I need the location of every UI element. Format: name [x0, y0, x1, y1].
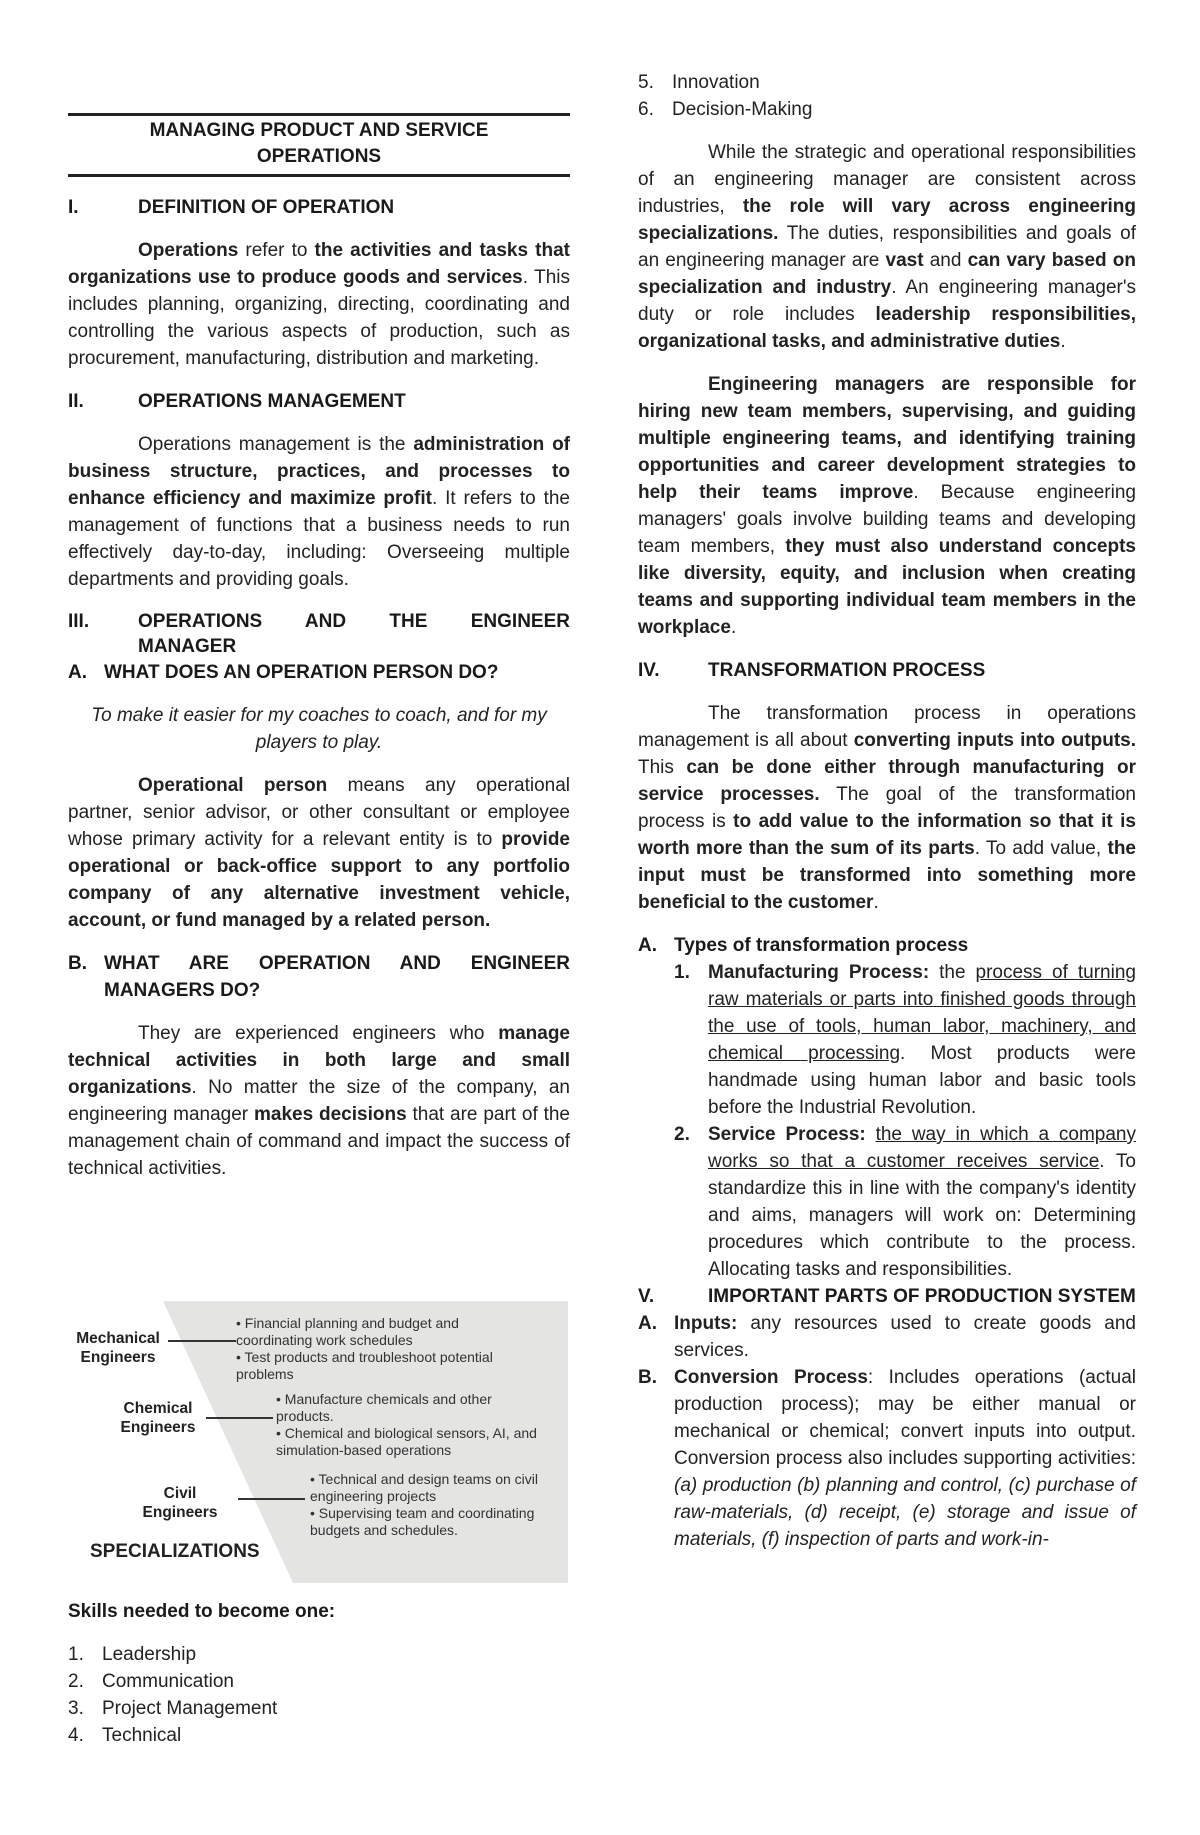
title-line-1: MANAGING PRODUCT AND SERVICE [149, 120, 489, 141]
section-title: IMPORTANT PARTS OF PRODUCTION SYSTEM [708, 1286, 1136, 1307]
bold-text: provide operational or back-office support to any portfolio company of any alternative investment vehicle, account, or fund managed by a related person. [68, 829, 570, 931]
section-1-heading [68, 194, 570, 221]
list-number: 6. [638, 99, 654, 120]
list-text: Leadership [102, 1644, 197, 1665]
list-text: Project Management [102, 1698, 278, 1719]
label-line: Engineers [80, 1349, 156, 1366]
bold-text: Inputs: [674, 1313, 738, 1334]
text: They are experienced engineers who [138, 1023, 499, 1044]
section-1-paragraph [68, 237, 570, 372]
bold-text: Conversion Process [674, 1367, 868, 1388]
civil-bullets [310, 1471, 538, 1539]
text: . [1060, 331, 1066, 352]
list-number: 2. [674, 1124, 690, 1145]
chemical-engineers-label [108, 1399, 208, 1437]
label-line: Civil [163, 1485, 197, 1502]
text: This [638, 757, 687, 778]
bullet-item: • Test products and troubleshoot potential problems [236, 1349, 493, 1382]
section-3a-heading [68, 659, 570, 686]
label-line: Engineers [142, 1504, 218, 1521]
subsection-title: WHAT ARE OPERATION AND ENGINEER MANAGERS DO? [104, 953, 570, 1001]
list-number: 4. [68, 1725, 84, 1746]
skills-block [68, 1598, 570, 1749]
text: the [929, 962, 976, 983]
section-number: III. [68, 611, 90, 632]
title-bottom-rule [68, 174, 570, 177]
mechanical-engineers-label [68, 1329, 168, 1367]
section-5-heading [638, 1283, 1136, 1310]
list-item [68, 1668, 570, 1695]
subsection-title: Types of transformation process [674, 935, 969, 956]
text: . To standardize this in line with the company's identity and aims, managers will work on: Determining procedures which contribute to the process. Allocating tasks and responsibilities. [708, 1151, 1136, 1280]
inputs-item [638, 1310, 1136, 1364]
section-number: V. [638, 1286, 655, 1307]
section-title: DEFINITION OF OPERATION [138, 197, 395, 218]
section-4a-heading [638, 932, 1136, 959]
bold-text: the activities and tasks that organizations use to produce goods and services [68, 240, 570, 288]
transformation-types-list [638, 959, 1136, 1283]
list-item [68, 1722, 570, 1749]
list-item [68, 1641, 570, 1668]
responsibilities-paragraph [638, 371, 1136, 641]
section-title: TRANSFORMATION PROCESS [708, 660, 986, 681]
civil-engineers-label [130, 1484, 230, 1522]
chemical-bullets [276, 1391, 538, 1459]
bullet-item: • Chemical and biological sensors, AI, and simulation-based operations [276, 1425, 537, 1458]
text: . This includes planning, organizing, directing, coordinating and controlling the various aspects of production, such as procurement, manufacturing, distribution and marketing. [68, 267, 571, 369]
label-line: Engineers [120, 1419, 196, 1436]
list-item-service [674, 1121, 1136, 1283]
text: The duties, responsibilities and goals of an engineering manager are [638, 223, 1136, 271]
bold-text: the input must be transformed into something more beneficial to the customer [638, 838, 1136, 913]
text: means any operational partner, senior advisor, or other consultant or employee whose primary activity for a relevant entity is to [68, 775, 571, 850]
text: . An engineering manager's duty or role includes [638, 277, 1136, 325]
list-text: Communication [102, 1671, 234, 1692]
list-letter: A. [638, 1313, 657, 1334]
list-number: 1. [674, 962, 690, 983]
bold-text: converting inputs into outputs. [853, 730, 1136, 751]
bold-text: Manufacturing Process: [708, 962, 930, 983]
bullet-item: • Financial planning and budget and coordinating work schedules [236, 1315, 459, 1348]
bold-text: can vary based on specialization and industry [638, 250, 1136, 298]
quote: To make it easier for my coaches to coach, and for my players to play. [91, 705, 547, 753]
list-letter: B. [638, 1367, 657, 1388]
section-3b-paragraph [68, 1020, 570, 1182]
bold-text: Operational person [138, 775, 328, 796]
text: While the strategic and operational responsibilities of an engineering manager are consistent across industries, [638, 142, 1136, 217]
title-line-2: OPERATIONS [256, 146, 382, 167]
bold-text: to add value to the information so that it is worth more than the sum of its parts [638, 811, 1136, 859]
bold-text: leadership responsibilities, organizational tasks, and administrative duties [638, 304, 1136, 352]
section-3b-heading [68, 950, 570, 1004]
conversion-item [638, 1364, 1136, 1553]
bold-text: manage technical activities in both large and small organizations [68, 1023, 570, 1098]
list-item [68, 1695, 570, 1722]
list-text: Technical [102, 1725, 182, 1746]
text: : Includes operations (actual production process); may be either manual or mechanical or chemical; convert inputs into output. Conversion process also includes supporting activities: [674, 1367, 1136, 1469]
skills-list [68, 1641, 570, 1749]
section-number: IV. [638, 660, 660, 681]
list-item [638, 69, 1136, 96]
section-4-paragraph [638, 700, 1136, 916]
figure-caption: SPECIALIZATIONS [90, 1541, 260, 1562]
section-2-heading [68, 388, 570, 415]
underlined-text: process of turning raw materials or parts into finished goods through the use of tools, human labor, machinery, and chemical processing [708, 962, 1136, 1064]
bold-text: can be done either through manufacturing or service processes. [638, 757, 1136, 805]
bullet-item: • Manufacture chemicals and other products. [276, 1391, 492, 1424]
text [866, 1124, 876, 1145]
skills-heading: Skills needed to become one: [68, 1601, 336, 1622]
bold-text: Engineering managers are responsible for hiring new team members, supervising, and guiding multiple engineering teams, and identifying training opportunities and career development strategies to help their teams improve [638, 374, 1136, 503]
list-number: 3. [68, 1698, 84, 1719]
text: The goal of the transformation process is [638, 784, 1136, 832]
skills-list-continued [638, 69, 1136, 123]
text: . [730, 617, 737, 638]
underlined-text: the way in which a company works so that a customer receives service [708, 1124, 1137, 1172]
roles-paragraph [638, 139, 1136, 355]
text: . Most products were handmade using human labor and basic tools before the Industrial Revolution. [708, 1043, 1136, 1118]
section-number: I. [68, 197, 79, 218]
text: Operations management is the [138, 434, 414, 455]
bullet-item: • Technical and design teams on civil engineering projects [310, 1471, 538, 1504]
subsection-letter: B. [68, 953, 87, 974]
bullet-item: • Supervising team and coordinating budgets and schedules. [310, 1505, 535, 1538]
section-3-heading [68, 609, 570, 659]
subsection-letter: A. [638, 935, 657, 956]
text: . It refers to the management of functions that a business needs to run effectively day-to-day, including: Overseeing multiple departments and providing goals. [68, 488, 570, 590]
list-number: 5. [638, 72, 654, 93]
bold-text: Service Process: [708, 1124, 866, 1145]
text: that are part of the management chain of command and impact the success of technical activities. [68, 1104, 570, 1179]
text: . No matter the size of the company, an engineering manager [68, 1077, 570, 1125]
subsection-title: WHAT DOES AN OPERATION PERSON DO? [104, 662, 499, 683]
section-title: OPERATIONS MANAGEMENT [138, 391, 406, 412]
specializations-figure [68, 1301, 568, 1583]
text: and [923, 250, 968, 271]
document-title [68, 116, 570, 170]
list-item-manufacturing [674, 959, 1136, 1121]
list-text: Decision-Making [672, 99, 813, 120]
section-title: OPERATIONS AND THE ENGINEER MANAGER [138, 611, 570, 657]
text: . Because engineering managers' goals involve building teams and developing team members, [638, 482, 1136, 557]
bold-text: administration of business structure, practices, and processes to enhance efficiency and maximize profit [68, 434, 570, 509]
bold-text: vast [885, 250, 924, 271]
italic-text: (a) production (b) planning and control, (c) purchase of raw-materials, (d) receipt, (e) storage and issue of materials, (f) inspection of parts and work-in- [674, 1475, 1136, 1550]
bold-text: the role will vary across engineering specializations. [638, 196, 1136, 244]
text: any resources used to create goods and services. [674, 1313, 1136, 1361]
text: . [873, 892, 879, 913]
mechanical-bullets [236, 1315, 538, 1383]
text: . To add value, [974, 838, 1108, 859]
left-column [68, 0, 570, 1182]
bold-text: Operations [138, 240, 239, 261]
bold-text: they must also understand concepts like diversity, equity, and inclusion when creating teams and supporting individual team members in the workplace [638, 536, 1136, 638]
list-number: 1. [68, 1644, 84, 1665]
list-number: 2. [68, 1671, 84, 1692]
list-text: Innovation [672, 72, 760, 93]
section-2-paragraph [68, 431, 570, 593]
right-column [638, 69, 1136, 1553]
section-4-heading [638, 657, 1136, 684]
section-number: II. [68, 391, 84, 412]
bold-text: makes decisions [253, 1104, 407, 1125]
section-3a-paragraph [68, 772, 570, 934]
label-line: Chemical [123, 1400, 193, 1417]
list-item [638, 96, 1136, 123]
label-line: Mechanical [76, 1330, 160, 1347]
text: The transformation process in operations management is all about [638, 703, 1136, 751]
subsection-letter: A. [68, 662, 87, 683]
text: refer to [238, 240, 315, 261]
